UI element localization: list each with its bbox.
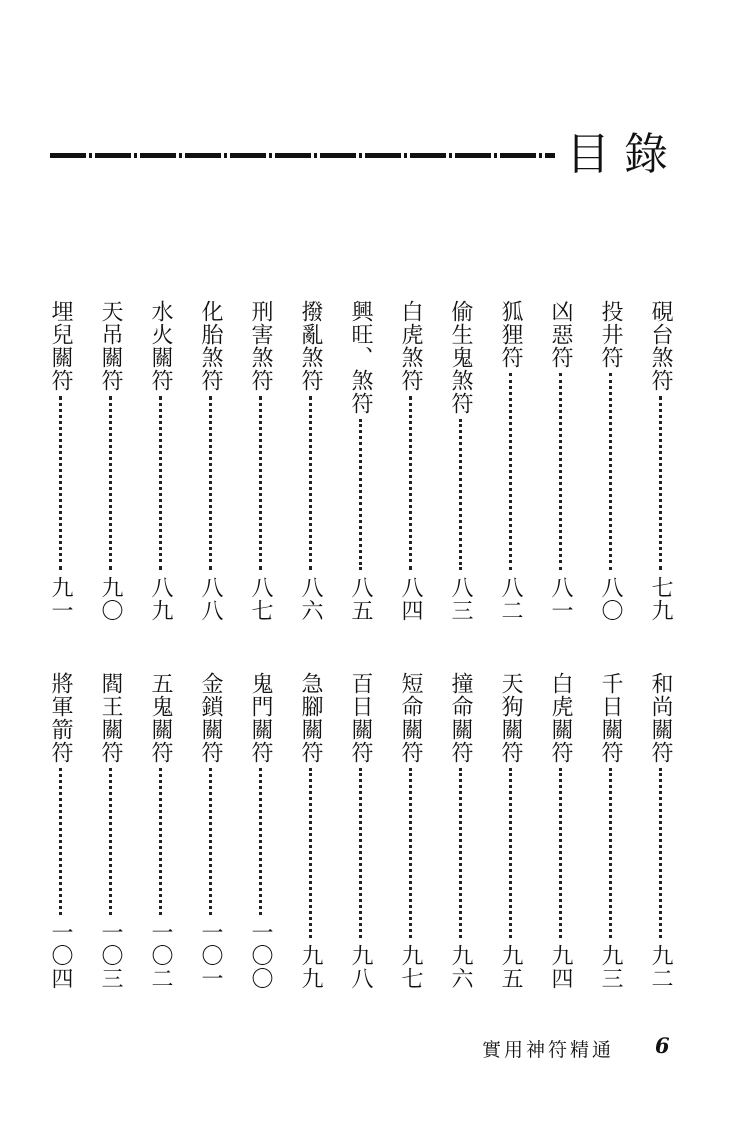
dot-leader xyxy=(159,396,162,570)
dot-leader xyxy=(159,768,162,915)
toc-entry-title: 天狗關符 xyxy=(498,672,523,764)
toc-entry-page: 八八 xyxy=(198,576,223,622)
dot-leader xyxy=(259,396,262,570)
page-number: 6 xyxy=(655,1033,670,1058)
toc-entry-page: 一〇二 xyxy=(148,921,173,990)
toc-entry xyxy=(445,672,475,990)
dot-leader xyxy=(659,768,662,938)
toc-entry-title: 撞命關符 xyxy=(448,672,473,764)
toc-entry xyxy=(95,672,125,990)
page-title: 目錄 xyxy=(566,129,682,180)
running-footer-title: 實用神符精通 xyxy=(482,1039,615,1061)
dot-leader xyxy=(509,373,512,570)
toc-entry-page: 九〇 xyxy=(98,576,123,622)
toc-entry xyxy=(95,300,125,622)
toc-entry-page: 九五 xyxy=(498,944,523,990)
dot-leader xyxy=(59,768,62,915)
toc-entry xyxy=(345,300,375,622)
toc-entry-title: 鬼門關符 xyxy=(248,672,273,764)
toc-entry xyxy=(295,672,325,990)
toc-entry xyxy=(395,300,425,622)
toc-entry-title: 硯台煞符 xyxy=(648,300,673,392)
toc-entry-page: 八一 xyxy=(548,576,573,622)
dot-leader xyxy=(309,396,312,570)
toc-entry xyxy=(295,300,325,622)
dot-leader xyxy=(609,768,612,938)
toc-entry-title: 化胎煞符 xyxy=(198,300,223,392)
toc-entry xyxy=(645,672,675,990)
toc-entry-title: 偷生鬼煞符 xyxy=(448,300,473,415)
toc-entry-page: 九七 xyxy=(398,944,423,990)
toc-entry xyxy=(245,300,275,622)
toc-entry-title: 百日關符 xyxy=(348,672,373,764)
toc-entry xyxy=(495,672,525,990)
toc-entry-page: 九四 xyxy=(548,944,573,990)
toc-entry-page: 九一 xyxy=(48,576,73,622)
dot-leader xyxy=(359,419,362,570)
toc-entry xyxy=(645,300,675,622)
dot-leader xyxy=(359,768,362,938)
toc-entry-title: 白虎煞符 xyxy=(398,300,423,392)
toc-entry-title: 金鎖關符 xyxy=(198,672,223,764)
toc-entry-page: 八四 xyxy=(398,576,423,622)
dot-leader xyxy=(509,768,512,938)
dot-leader xyxy=(109,396,112,570)
toc-entry xyxy=(595,672,625,990)
toc-entry-page: 九二 xyxy=(648,944,673,990)
title-rule xyxy=(50,153,555,158)
toc-entry xyxy=(45,300,75,622)
dot-leader xyxy=(459,419,462,570)
dot-leader xyxy=(109,768,112,915)
toc-entry-page: 八六 xyxy=(298,576,323,622)
toc-entry-title: 和尚關符 xyxy=(648,672,673,764)
toc-entry-title: 閻王關符 xyxy=(98,672,123,764)
toc-entry-title: 千日關符 xyxy=(598,672,623,764)
toc-entry-title: 短命關符 xyxy=(398,672,423,764)
toc-entry-title: 水火關符 xyxy=(148,300,173,392)
toc-entry xyxy=(145,672,175,990)
toc-entry xyxy=(195,672,225,990)
dot-leader xyxy=(409,768,412,938)
toc-entry-page: 九六 xyxy=(448,944,473,990)
toc-entry-page: 八二 xyxy=(498,576,523,622)
toc-entry-title: 興旺、煞符 xyxy=(348,300,373,415)
dot-leader xyxy=(609,373,612,570)
toc-entry xyxy=(595,300,625,622)
toc-entry xyxy=(395,672,425,990)
toc-entry-title: 凶惡符 xyxy=(548,300,573,369)
toc-entry-page: 八九 xyxy=(148,576,173,622)
dot-leader xyxy=(559,768,562,938)
toc-entry-title: 埋兒關符 xyxy=(48,300,73,392)
dot-leader xyxy=(309,768,312,938)
dot-leader xyxy=(659,396,662,570)
toc-entry-page: 一〇一 xyxy=(198,921,223,990)
toc-entry-title: 天吊關符 xyxy=(98,300,123,392)
toc-entry-title: 白虎關符 xyxy=(548,672,573,764)
toc-entry xyxy=(45,672,75,990)
toc-entry-page: 八〇 xyxy=(598,576,623,622)
dot-leader xyxy=(209,768,212,915)
toc-entry xyxy=(145,300,175,622)
toc-entry xyxy=(345,672,375,990)
toc-entry-title: 撥亂煞符 xyxy=(298,300,323,392)
dot-leader xyxy=(209,396,212,570)
toc-entry-title: 投井符 xyxy=(598,300,623,369)
dot-leader xyxy=(409,396,412,570)
dot-leader xyxy=(259,768,262,915)
toc-entry-page: 九八 xyxy=(348,944,373,990)
toc-entry-page: 八三 xyxy=(448,576,473,622)
toc-entry xyxy=(545,672,575,990)
toc-entry xyxy=(545,300,575,622)
toc-entry-page: 九九 xyxy=(298,944,323,990)
toc-entry-page: 一〇四 xyxy=(48,921,73,990)
toc-entry-title: 狐狸符 xyxy=(498,300,523,369)
toc-entry xyxy=(495,300,525,622)
toc-entry xyxy=(245,672,275,990)
toc-entry-page: 一〇三 xyxy=(98,921,123,990)
dot-leader xyxy=(459,768,462,938)
toc-entry-page: 七九 xyxy=(648,576,673,622)
toc-entry xyxy=(195,300,225,622)
toc-entry-title: 急腳關符 xyxy=(298,672,323,764)
toc-entry xyxy=(445,300,475,622)
dot-leader xyxy=(559,373,562,570)
toc-entry-title: 將軍箭符 xyxy=(48,672,73,764)
toc-entry-page: 九三 xyxy=(598,944,623,990)
toc-entry-title: 刑害煞符 xyxy=(248,300,273,392)
toc-entry-page: 八七 xyxy=(248,576,273,622)
dot-leader xyxy=(59,396,62,570)
toc-entry-page: 八五 xyxy=(348,576,373,622)
toc-entry-page: 一〇〇 xyxy=(248,921,273,990)
toc-entry-title: 五鬼關符 xyxy=(148,672,173,764)
